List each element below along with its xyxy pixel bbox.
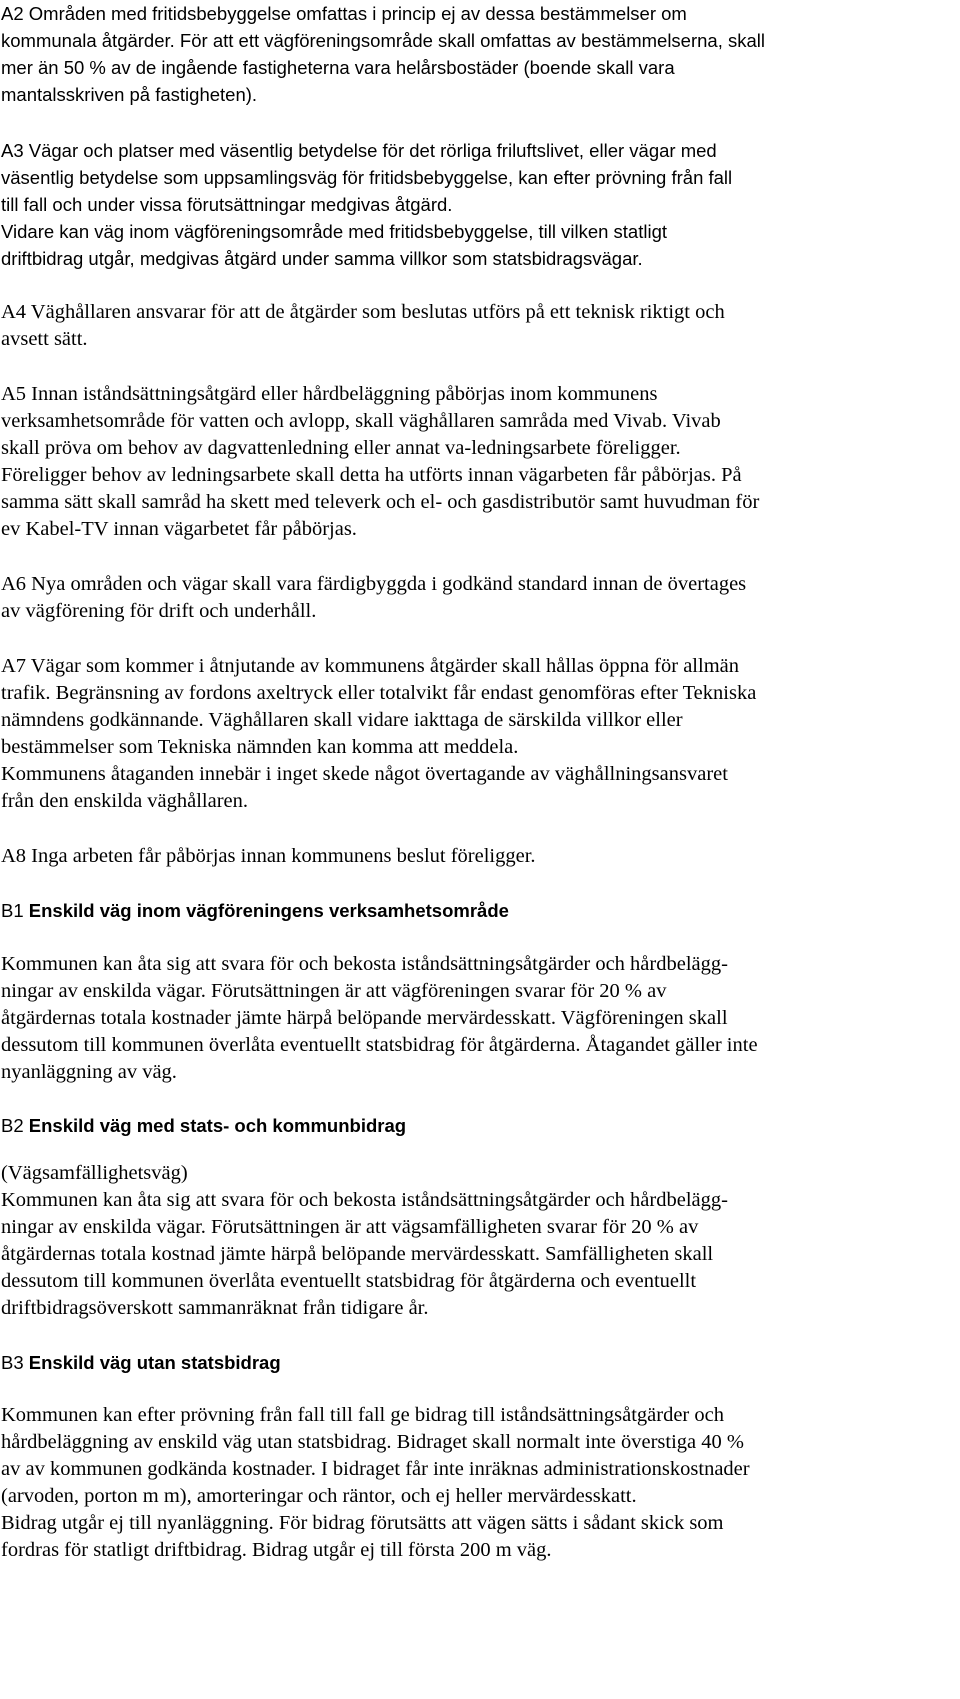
paragraph-a2-line: mantalsskriven på fastigheten). bbox=[1, 84, 258, 105]
paragraph-a4-line: A4 Väghållaren ansvarar för att de åtgärder som beslutas utförs på ett teknisk riktigt och bbox=[1, 301, 725, 323]
paragraph-a5-line: skall pröva om behov av dagvattenledning eller annat va-ledningsarbete föreligger. bbox=[1, 437, 681, 459]
heading-b2 bbox=[1, 1115, 406, 1137]
paragraph-b1-line: nyanläggning av väg. bbox=[1, 1061, 177, 1083]
heading-b3-number: B3 bbox=[1, 1352, 24, 1373]
paragraph-b2-line: ningar av enskilda vägar. Förutsättningen är att vägsamfälligheten svarar för 20 % av bbox=[1, 1216, 699, 1238]
paragraph-a3-line: Vidare kan väg inom vägföreningsområde med fritidsbebyggelse, till vilken statligt bbox=[1, 221, 668, 242]
paragraph-a2-line: A2 Områden med fritidsbebyggelse omfattas i princip ej av dessa bestämmelser om bbox=[1, 3, 687, 24]
paragraph-b1-line: dessutom till kommunen överlåta eventuellt statsbidrag för åtgärderna. Åtagandet gäller inte bbox=[1, 1034, 758, 1056]
paragraph-a7-line: A7 Vägar som kommer i åtnjutande av kommunens åtgärder skall hållas öppna för allmän bbox=[1, 655, 739, 677]
paragraph-a3-line: A3 Vägar och platser med väsentlig betydelse för det rörliga friluftslivet, eller vägar med bbox=[1, 140, 717, 161]
paragraph-b3-line: Kommunen kan efter prövning från fall till fall ge bidrag till iståndsättningsåtgärder och bbox=[1, 1404, 724, 1426]
paragraph-a8-line: A8 Inga arbeten får påbörjas innan kommunens beslut föreligger. bbox=[1, 845, 536, 867]
paragraph-b2-line: Kommunen kan åta sig att svara för och bekosta iståndsättningsåtgärder och hårdbelägg- bbox=[1, 1189, 728, 1211]
paragraph-b1-line: Kommunen kan åta sig att svara för och bekosta iståndsättningsåtgärder och hårdbelägg- bbox=[1, 953, 728, 975]
paragraph-a7-line: Kommunens åtaganden innebär i inget skede något övertagande av väghållningsansvaret bbox=[1, 763, 728, 785]
paragraph-a3-line: driftbidrag utgår, medgivas åtgärd under samma villkor som statsbidragsvägar. bbox=[1, 248, 643, 269]
heading-b2-title: Enskild väg med stats- och kommunbidrag bbox=[28, 1115, 407, 1136]
heading-b2-number: B2 bbox=[1, 1115, 24, 1136]
paragraph-a2-line: kommunala åtgärder. För att ett vägföreningsområde skall omfattas av bestämmelserna, skall bbox=[1, 30, 765, 51]
paragraph-a3-line: väsentlig betydelse som uppsamlingsväg för fritidsbebyggelse, kan efter prövning från fall bbox=[1, 167, 733, 188]
paragraph-a3-line: till fall och under vissa förutsättningar medgivas åtgärd. bbox=[1, 194, 453, 215]
paragraph-a7-line: bestämmelser som Tekniska nämnden kan komma att meddela. bbox=[1, 736, 519, 758]
paragraph-b2-line: åtgärdernas totala kostnad jämte härpå belöpande mervärdesskatt. Samfälligheten skall bbox=[1, 1243, 714, 1265]
heading-b1-number: B1 bbox=[1, 900, 24, 921]
paragraph-b3-line: fordras för statligt driftbidrag. Bidrag utgår ej till första 200 m väg. bbox=[1, 1539, 552, 1561]
paragraph-b1-line: ningar av enskilda vägar. Förutsättningen är att vägföreningen svarar för 20 % av bbox=[1, 980, 667, 1002]
paragraph-a2-line: mer än 50 % av de ingående fastigheterna vara helårsbostäder (boende skall vara bbox=[1, 57, 675, 78]
paragraph-a6-line: av vägförening för drift och underhåll. bbox=[1, 600, 317, 622]
paragraph-a5-line: samma sätt skall samråd ha skett med televerk och el- och gasdistributör samt huvudman för bbox=[1, 491, 760, 513]
heading-b1-title: Enskild väg inom vägföreningens verksamhetsområde bbox=[28, 900, 509, 921]
paragraph-a7-line: nämndens godkännande. Väghållaren skall vidare iakttaga de särskilda villkor eller bbox=[1, 709, 683, 731]
paragraph-a6-line: A6 Nya områden och vägar skall vara färdigbyggda i godkänd standard innan de övertages bbox=[1, 573, 747, 595]
paragraph-a4-line: avsett sätt. bbox=[1, 328, 88, 350]
paragraph-b2-line: (Vägsamfällighetsväg) bbox=[1, 1162, 188, 1184]
paragraph-b2-line: dessutom till kommunen överlåta eventuellt statsbidrag för åtgärderna och eventuellt bbox=[1, 1270, 697, 1292]
paragraph-b3-line: hårdbeläggning av enskild väg utan statsbidrag. Bidraget skall normalt inte överstiga 40 % bbox=[1, 1431, 744, 1453]
heading-b3-title: Enskild väg utan statsbidrag bbox=[28, 1352, 281, 1373]
paragraph-a5-line: verksamhetsområde för vatten och avlopp, skall väghållaren samråda med Vivab. Vivab bbox=[1, 410, 721, 432]
paragraph-a5-line: ev Kabel-TV innan vägarbetet får påbörjas. bbox=[1, 518, 357, 540]
paragraph-b3-line: (arvoden, porton m m), amorteringar och räntor, och ej heller mervärdesskatt. bbox=[1, 1485, 637, 1507]
paragraph-a7-line: från den enskilda väghållaren. bbox=[1, 790, 249, 812]
paragraph-b3-line: Bidrag utgår ej till nyanläggning. För bidrag förutsätts att vägen sätts i sådant skick som bbox=[1, 1512, 724, 1534]
paragraph-a5-line: A5 Innan iståndsättningsåtgärd eller hårdbeläggning påbörjas inom kommunens bbox=[1, 383, 658, 405]
paragraph-a7-line: trafik. Begränsning av fordons axeltryck eller totalvikt får endast genomföras efter Tekniska bbox=[1, 682, 757, 704]
paragraph-a5-line: Föreligger behov av ledningsarbete skall detta ha utförts innan vägarbeten får påbörjas. På bbox=[1, 464, 742, 486]
heading-b3 bbox=[1, 1352, 281, 1374]
paragraph-b1-line: åtgärdernas totala kostnader jämte härpå belöpande mervärdesskatt. Vägföreningen skall bbox=[1, 1007, 728, 1029]
paragraph-b3-line: av av kommunen godkända kostnader. I bidraget får inte inräknas administrationskostnader bbox=[1, 1458, 750, 1480]
paragraph-b2-line: driftbidragsöverskott sammanräknat från tidigare år. bbox=[1, 1297, 429, 1319]
heading-b1 bbox=[1, 900, 509, 922]
